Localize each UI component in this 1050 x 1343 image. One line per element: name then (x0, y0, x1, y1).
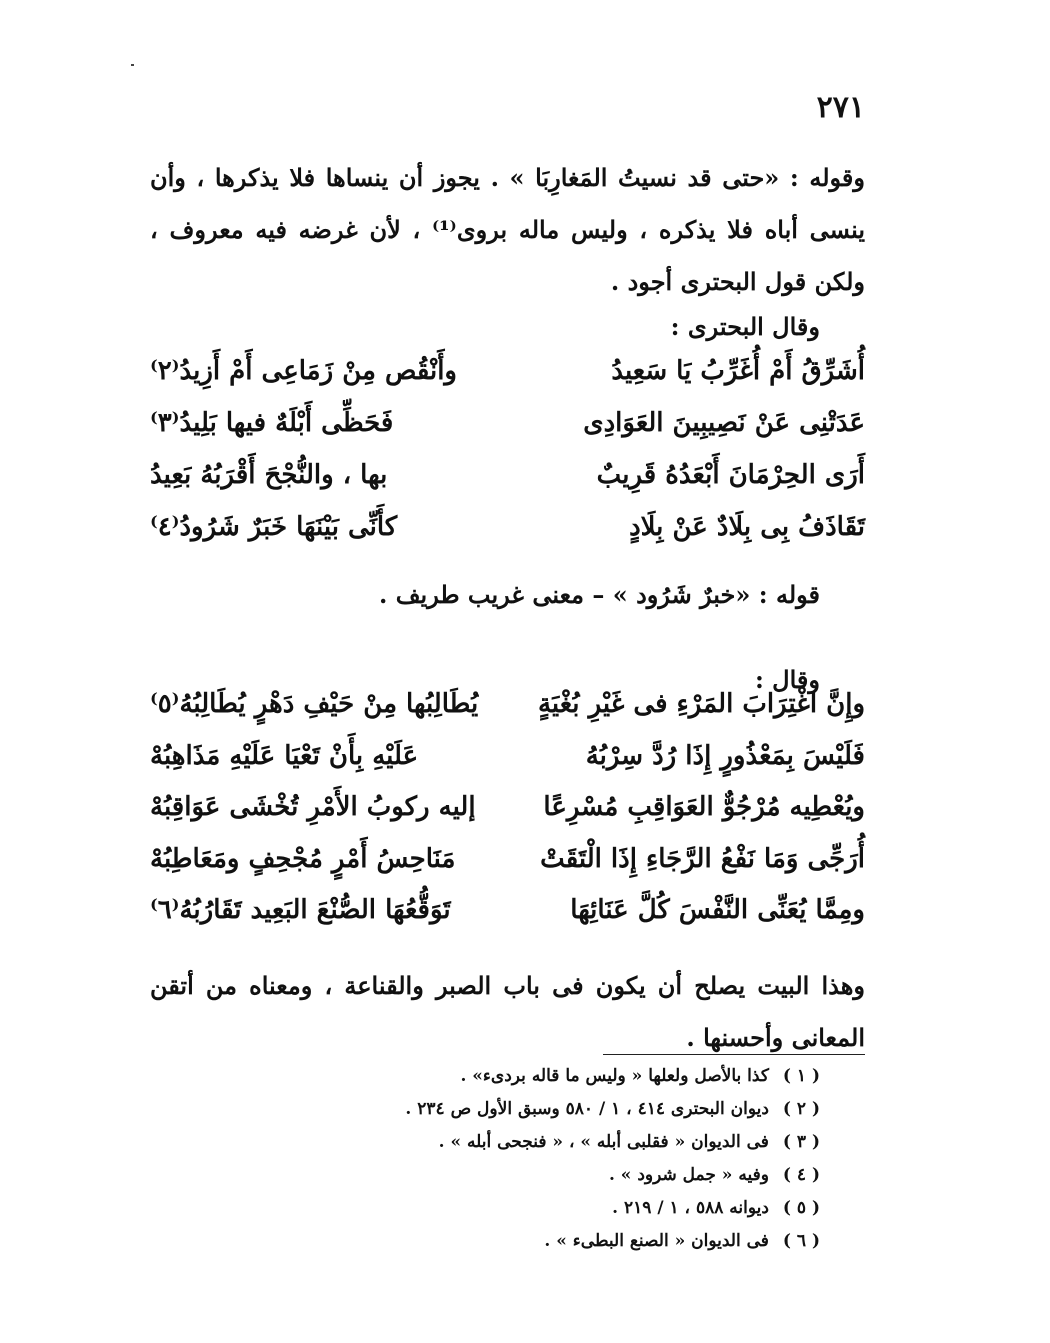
verse-first-half: فَلَيْسَ بِمَعْذُورٍ إِذَا رُدَّ سِرْبُهُ (585, 740, 865, 771)
verse-second-half: كأَنِّى بَيْنَهَا خَبَرٌ شَرُودُ⁽٤⁾ (150, 512, 398, 542)
verse-first-half: أُرَجِّى وَمَا نَفْعُ الرَّجَاءِ إِذَا الْتَقَتْ (540, 843, 865, 874)
verse-second-half: عَلَيْهِ بِأَنْ تَعْيَا عَلَيْهِ مَذَاهِبُهْ (150, 740, 419, 771)
verse-first-half: أَرَى الحِرْمَانَ أَبْعَدُهُ قَرِيبٌ (596, 460, 865, 490)
footnote (180, 1099, 820, 1132)
verse-line (150, 508, 865, 560)
verse-line (150, 456, 865, 508)
footnote-number: ( ٣ ) (782, 1132, 820, 1152)
verse-second-half: وأَنْقُص مِنْ زَمَاعِى أَمْ أَزِيدُ⁽٢⁾ (150, 356, 457, 386)
verse-first-half: ويُعْطِيه مُرْجُوٌّ العَوَاقِبِ مُسْرِعًا (543, 792, 865, 822)
footnote (180, 1165, 820, 1198)
footnote-number: ( ٦ ) (782, 1231, 820, 1251)
footnote-divider (603, 1054, 865, 1055)
poem-second (150, 685, 865, 943)
verse-first-half: عَدَتْنِى عَنْ نَصِيبِينَ العَوَادِى (583, 408, 865, 438)
verse-line (150, 685, 865, 737)
verse-first-half: تَقَاذَفُ بِى بِلَادٌ عَنْ بِلَادٍ (629, 512, 865, 542)
verse-second-half: فَحَظِّى أَبْلَهٌ فيها بَلِيدُ⁽٣⁾ (150, 408, 394, 438)
scan-mark (131, 64, 134, 66)
footnote-text: فى الديوان « فقلبى أبله » ، « فنجحى أبله » . (438, 1132, 769, 1152)
footnote (180, 1132, 820, 1165)
intro-qal: وقال : (754, 665, 820, 694)
footnote-text: فى الديوان « الصنع البطىء » . (544, 1231, 769, 1251)
footnotes (180, 1066, 820, 1264)
intro-buhturi: وقال البحترى : (670, 312, 820, 341)
verse-line (150, 840, 865, 892)
verse-first-half: ومِمَّا يُعَنِّى النَّفْسَ كُلَّ عَنَائِهَا (570, 895, 865, 925)
footnote-number: ( ١ ) (782, 1066, 820, 1086)
footnote (180, 1231, 820, 1264)
page-number: ٢٧١ (816, 90, 865, 125)
poem-buhturi (150, 352, 865, 560)
verse-second-half: بها ، والنُّجْحَ أَقْرَبُهُ بَعِيدُ (150, 460, 388, 490)
verse-second-half: إليه ركوبُ الأَمْرِ تُخْشَى عَوَاقِبُهْ (150, 792, 476, 822)
verse-first-half: وإِنَّ اغْتِرَابَ المَرْءِ فى غَيْرِ بُغْيَةٍ (537, 689, 865, 719)
paragraph-closing: وهذا البيت يصلح أن يكون فى باب الصبر والقناعة ، ومعناه من أتقن المعانى وأحسنها . (150, 971, 865, 1052)
comment-khabar-shurud: قوله : «خبرٌ شَرُود » – معنى غريب طريف . (379, 580, 820, 609)
verse-line (150, 737, 865, 789)
footnote-number: ( ٢ ) (782, 1099, 820, 1119)
verse-line (150, 352, 865, 404)
footnote-text: وفيه « جمل شرود » . (608, 1165, 769, 1185)
footnote-number: ( ٥ ) (782, 1198, 820, 1218)
verse-line (150, 404, 865, 456)
footnote-number: ( ٤ ) (782, 1165, 820, 1185)
verse-second-half: تَوَقُّعُهَا الصُّنْعَ البَعِيد تَقَارُبُهُ⁽٦⁾ (150, 895, 451, 925)
footnote-text: ديوان البحترى ٤١٤ ، ١ / ٥٨٠ وسبق الأول ص ٢٣٤ . (405, 1099, 769, 1119)
verse-first-half: أُشَرِّقُ أَمْ أُغَرِّبُ يَا سَعِيدُ (611, 356, 865, 386)
footnote (180, 1198, 820, 1231)
verse-line (150, 788, 865, 840)
verse-second-half: مَنَاحِسُ أَمْرٍ مُجْحِفٍ ومَعَاطِبُهْ (150, 843, 456, 874)
paragraph-commentary: وقوله : «حتى قد نسيتُ المَغارِبَا » . يجوز أن ينساها فلا يذكرها ، وأن ينسى أباه فلا يذكره ، وليس ماله بروى⁽¹⁾ ، لأن غرضه فيه معروف ، ولكن قول البحترى أجود . (150, 163, 865, 296)
verse-second-half: يُطَالِبُها مِنْ حَيْفِ دَهْرٍ يُطَالِبُهُ⁽٥⁾ (150, 689, 479, 719)
footnote-text: كذا بالأصل ولعلها « وليس ما قاله بردىء» . (460, 1066, 769, 1086)
footnote-text: ديوانه ٥٨٨ ، ١ / ٢١٩ . (612, 1198, 769, 1218)
footnote (180, 1066, 820, 1099)
verse-line (150, 891, 865, 943)
